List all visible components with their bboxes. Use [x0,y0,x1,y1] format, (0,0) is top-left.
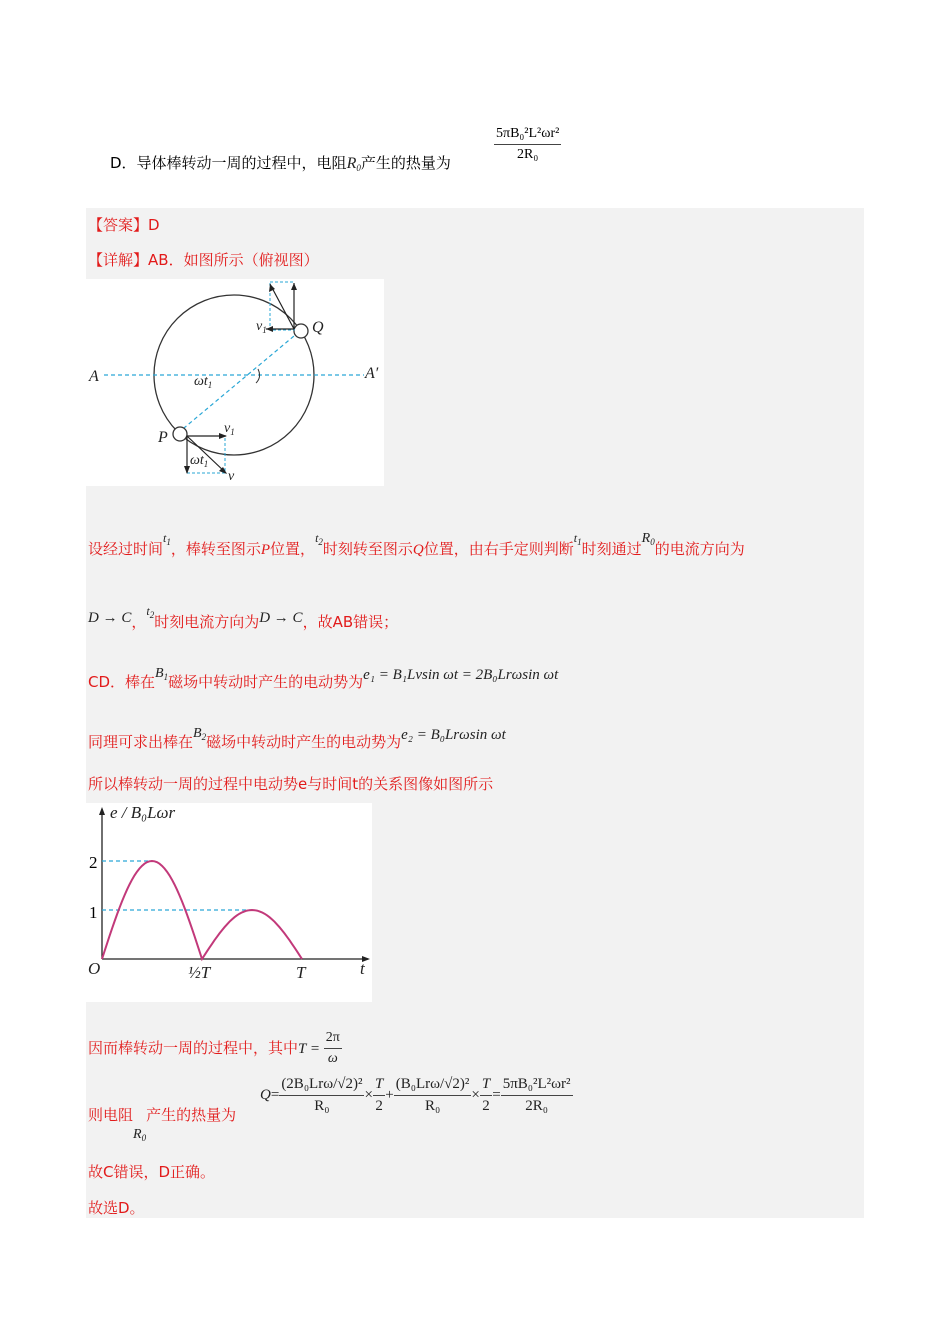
detail-text: AB．如图所示（俯视图） [148,251,319,269]
t2-symbol-para2: t2 [146,604,155,620]
detail-tag: 【详解】 [88,251,149,269]
t-symbol: T [298,1041,307,1057]
angle-arc [256,369,260,383]
para3-text-1: CD．棒在 [88,673,156,691]
heat-q: Q [260,1087,271,1103]
chart-origin-label: O [88,959,101,978]
label-v1-top: $v_1$ [256,319,267,335]
label-omega-t1-bottom: $\omega t_1$ [190,453,209,469]
heat-result-den: 2R₀ [525,1098,548,1114]
label-v1-bottom: $v_1$ [224,421,235,437]
para1 [88,531,745,559]
label-q: Q [312,319,324,336]
rotation-diagram [86,279,384,486]
q-symbol: Q [412,542,424,558]
para7 [88,1104,236,1143]
para8: 故C错误，D正确。 [88,1163,216,1181]
chart-x-tick-t: T [296,963,306,982]
period-num: 2π [325,1030,340,1045]
para4-text-1: 同理可求出棒在 [88,733,194,751]
para5: 所以棒转动一周的过程中电动势e与时间t的关系图像如图所示 [88,775,494,793]
heat-term-2-num: (B₀Lrω/√2)² [395,1076,470,1092]
para2-text-2: ，故AB错误； [302,613,399,631]
half-period-2: $\frac{T}{2}$ [481,1076,491,1114]
heat-result [501,1076,573,1115]
t1b-symbol: t1 [573,531,582,547]
label-v: v [228,469,235,484]
para1-text-2: ，棒转至图示 [170,540,261,558]
answer-line [88,214,160,235]
chart-y-tick-2: 2 [89,853,98,872]
label-a: A [89,368,99,385]
chart-x-label: t [360,959,365,978]
heat-term-1 [279,1076,364,1115]
t1-symbol: t1 [163,531,171,547]
para7-text-2: 产生的热量为 [146,1106,237,1124]
label-a-prime: A′ [365,365,379,382]
q-velocity-v [270,284,294,329]
point-p-marker [173,427,187,441]
rotation-diagram-svg [86,279,384,486]
para1-text-6: 时刻通过 [581,540,642,558]
d-to-c-2: D → C [259,610,303,626]
para3-text-2: 磁场中转动时产生的电动势为 [168,673,364,691]
heat-term-2 [394,1076,472,1115]
half-period-1: $\frac{T}{2}$ [374,1076,384,1114]
period-fraction [324,1030,342,1067]
r0-symbol-para1: $R_0$ [641,531,655,547]
para1-text-1: 设经过时间 [88,540,164,558]
heat-result-num: 5πB₀²L²ωr² [502,1076,571,1092]
b1-symbol: $B_1$ [155,666,169,682]
emf-chart-svg [86,803,372,1002]
detail-line [88,249,319,270]
para1-text-5: 位置，由右手定则判断 [423,540,574,558]
option-d [110,152,451,173]
heat-equation: Q = $\frac{\text{(2B₀Lrω/√2)²}}{\text{R₀}}$ × $\frac{T}{2}$ + $\frac{\text{(B₀Lrω/√2)²}}{\text{R₀}}$ × $\frac{T}{2}$ = $\frac{\text{5πB₀²L²ωr²}}{\text{2R₀}}$ [260,1076,571,1114]
b2-symbol: $B_2$ [193,726,207,742]
period-den: ω [327,1051,338,1066]
para6: 因而棒转动一周的过程中，其中T = $\frac{2\pi}{\omega}$ [88,1030,340,1066]
label-p: P [158,429,168,446]
para2 [88,604,398,632]
para3 [88,666,558,692]
emf-eq-1: e₁ = B₁Lvsin ωt = 2B₀Lrωsin ωt [363,667,559,683]
t2-symbol: t2 [315,531,323,547]
para1-text-4: 时刻转至图示 [322,540,413,558]
frac-numerator: 5πB₀²L²ωr² [496,126,560,141]
para2-text-1: 时刻电流方向为 [154,613,260,631]
chart-y-label: e / B₀Lωr [110,803,176,822]
r0-symbol: $R_0$ [346,155,361,173]
heat-term-1-den: R₀ [314,1098,330,1114]
option-d-label: D．导体棒转动一周的过程中，电阻 [110,154,347,172]
para1-text-3: 位置， [270,540,316,558]
label-omega-t1-center: $\omega t_1$ [194,374,213,390]
para1-text-7: 的电流方向为 [654,540,745,558]
para4 [88,726,506,752]
r0-symbol-para7: $R_0$ [133,1127,147,1143]
para4-text-2: 磁场中转动时产生的电动势为 [206,733,402,751]
chart-x-tick-half-t: ½T [188,963,211,982]
answer-tag: 【答案】 [88,216,149,234]
point-q-marker [294,324,308,338]
d-to-c-1: D → C [88,610,132,626]
frac-denominator: 2R₀ [517,147,539,162]
option-d-fraction [494,126,561,163]
para9: 故选D。 [88,1199,145,1217]
para6-text: 因而棒转动一周的过程中，其中 [88,1039,299,1057]
p-symbol: P [260,542,271,558]
heat-term-2-den: R₀ [424,1098,441,1114]
option-d-after: 产生的热量为 [360,154,451,172]
para7-text-1: 则电阻 [88,1106,134,1124]
emf-time-chart [86,803,372,1002]
heat-term-1-num: (2B₀Lrω/√2)² [281,1076,363,1092]
para2-comma: ， [131,613,147,631]
chart-y-tick-1: 1 [89,903,98,922]
emf-eq-2: e₂ = B₀Lrωsin ωt [401,727,506,743]
answer-value: D [148,216,160,234]
